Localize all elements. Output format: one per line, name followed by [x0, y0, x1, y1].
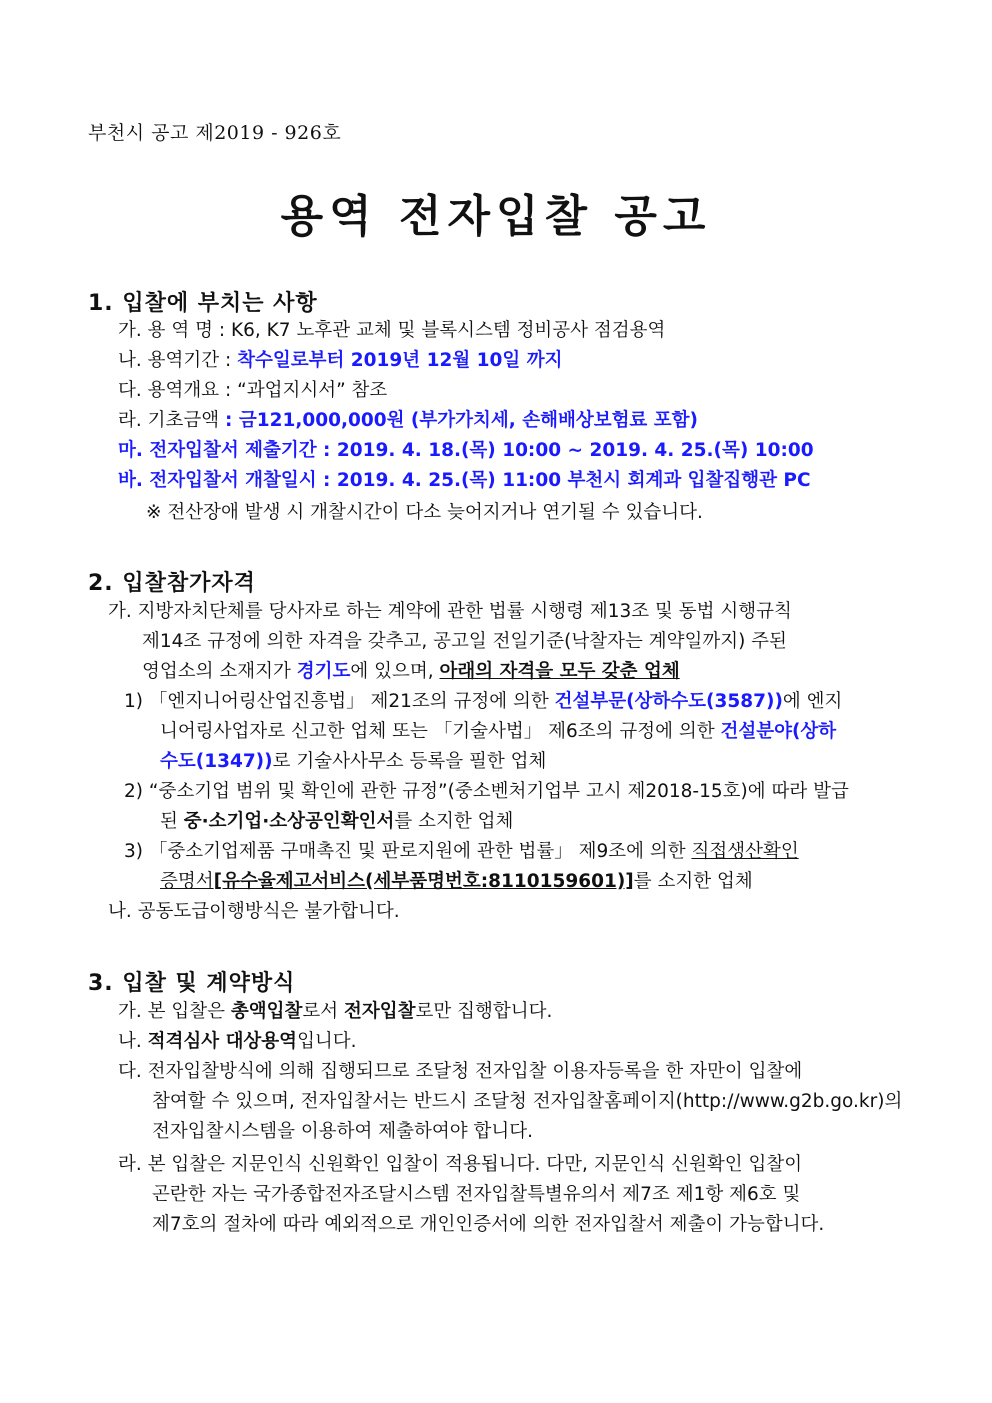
s2-sub-1-line3 — [160, 747, 546, 777]
s2-item-a-line2: 제14조 규정에 의한 자격을 갖추고, 공고일 전일기준(낙찰자는 계약일까지) 주된 — [142, 631, 787, 652]
s3-a-bid-type: 총액입찰 — [230, 1001, 303, 1022]
s1-item-c — [118, 376, 387, 406]
s2-sub-1-text: 1) 「엔지니어링산업진흥법」 제21조의 규정에 의한 — [124, 691, 555, 712]
s2-sub-3-text-end: 를 소지한 업체 — [633, 871, 753, 892]
s2-sub-3-line2 — [160, 867, 753, 897]
s2-sub-1-text3: 로 기술사사무소 등록을 필한 업체 — [272, 751, 547, 772]
s2-sub-2-text: 된 — [160, 811, 184, 832]
s3-item-c-line3: 전자입찰시스템을 이용하여 제출하여야 합니다. — [152, 1121, 533, 1142]
s2-sub-1-field2-end: 수도(1347)) — [160, 751, 273, 772]
s2-sub-3-cert-end: 증명서 — [160, 871, 214, 892]
s1-item-f: 바. 전자입찰서 개찰일시 : 2019. 4. 25.(목) 11:00 부천시 회계과 입찰집행관 PC — [118, 470, 811, 491]
s2-sub-3-line1 — [124, 837, 799, 867]
s2-a-region: 경기도 — [296, 661, 351, 682]
s2-a-text-mid: 에 있으며, — [350, 661, 440, 682]
s2-sub-3-cert: 직접생산확인 — [691, 841, 799, 862]
s1-item-c-value: “과업지시서” 참조 — [237, 380, 388, 401]
s3-a-text: 가. 본 입찰은 — [118, 1001, 231, 1022]
s2-a-requirement: 아래의 자격을 모두 갖춘 업체 — [439, 661, 680, 682]
s2-sub-2-text-end: 를 소지한 업체 — [394, 811, 514, 832]
s3-a-text-mid: 로서 — [302, 1001, 344, 1022]
section-3-heading: 3. 입찰 및 계약방식 — [88, 971, 296, 996]
s1-item-d-label: 라. 기초금액 — [118, 410, 225, 431]
s3-item-d-line2: 곤란한 자는 국가종합전자조달시스템 전자입찰특별유의서 제7조 제1항 제6호 및 — [152, 1184, 801, 1205]
notice-number: 부천시 공고 제2019 - 926호 — [88, 122, 342, 144]
s2-sub-2-cert: 중·소기업·소상공인확인서 — [183, 811, 395, 832]
s3-b-review: 적격심사 대상용역 — [147, 1031, 298, 1052]
s3-item-a — [118, 997, 552, 1027]
s3-b-text: 나. — [118, 1031, 148, 1052]
section-2-heading: 2. 입찰참가자격 — [88, 571, 256, 596]
s2-sub-3-text: 3) 「중소기업제품 구매촉진 및 판로지원에 관한 법률」 제9조에 의한 — [124, 841, 692, 862]
s2-sub-1-text2: 니어링사업자로 신고한 업체 또는 「기술사법」 제6조의 규정에 의한 — [160, 721, 721, 742]
s1-item-c-label: 다. 용역개요 : — [118, 380, 238, 401]
s2-sub-1-line1 — [124, 687, 842, 717]
s1-note: ※ 전산장애 발생 시 개찰시간이 다소 늦어지거나 연기될 수 있습니다. — [146, 502, 703, 523]
s3-b-text-end: 입니다. — [297, 1031, 357, 1052]
s1-item-a-label: 가. 용 역 명 : — [118, 320, 232, 341]
s2-item-b: 나. 공동도급이행방식은 불가합니다. — [108, 901, 400, 922]
s1-item-e: 마. 전자입찰서 제출기간 : 2019. 4. 18.(목) 10:00 ~ 2019. 4. 25.(목) 10:00 — [118, 440, 814, 461]
s2-a-text: 영업소의 소재지가 — [142, 661, 297, 682]
s3-a-text-end: 로만 집행합니다. — [415, 1001, 553, 1022]
s3-item-d-line1: 라. 본 입찰은 지문인식 신원확인 입찰이 적용됩니다. 다만, 지문인식 신원확인 입찰이 — [118, 1154, 803, 1175]
s2-sub-1-text-end: 에 엔지 — [782, 691, 843, 712]
s1-item-d — [118, 406, 698, 436]
s1-item-b-value: 착수일로부터 2019년 12월 10일 까지 — [237, 350, 563, 371]
s3-item-d-line3: 제7호의 절차에 따라 예외적으로 개인인증서에 의한 전자입찰서 제출이 가능합니다. — [152, 1214, 825, 1235]
s1-item-b — [118, 346, 562, 376]
s2-sub-1-line2 — [160, 717, 836, 747]
s1-item-a — [118, 316, 665, 346]
s3-item-c-line1: 다. 전자입찰방식에 의해 집행되므로 조달청 전자입찰 이용자등록을 한 자만이 입찰에 — [118, 1061, 803, 1082]
s2-sub-1-field: 건설부문(상하수도(3587)) — [554, 691, 783, 712]
s2-sub-2-line1: 2) “중소기업 범위 및 확인에 관한 규정”(중소벤처기업부 고시 제2018-15호)에 따라 발급 — [124, 781, 849, 802]
s1-item-a-value: K6, K7 노후관 교체 및 블록시스템 정비공사 점검용역 — [231, 320, 666, 341]
s2-item-a-line3 — [142, 657, 680, 687]
s2-sub-2-line2 — [160, 807, 513, 837]
s3-a-bid-method: 전자입찰 — [344, 1001, 416, 1022]
page-title: 용역 전자입찰 공고 — [280, 191, 712, 242]
s2-sub-3-product: [유수율제고서비스(세부품명번호:8110159601)] — [213, 871, 634, 892]
s1-item-d-value: : 금121,000,000원 (부가가치세, 손해배상보험료 포함) — [225, 410, 698, 431]
s3-item-b — [118, 1027, 357, 1057]
s3-item-c-line2: 참여할 수 있으며, 전자입찰서는 반드시 조달청 전자입찰홈페이지(http://www.g2b.go.kr)의 — [152, 1091, 903, 1112]
s1-item-b-label: 나. 용역기간 : — [118, 350, 238, 371]
s2-sub-1-field2: 건설분야(상하 — [720, 721, 837, 742]
s2-item-a-line1: 가. 지방자치단체를 당사자로 하는 계약에 관한 법률 시행령 제13조 및 동법 시행규칙 — [108, 601, 792, 622]
section-1-heading: 1. 입찰에 부치는 사항 — [88, 291, 318, 316]
